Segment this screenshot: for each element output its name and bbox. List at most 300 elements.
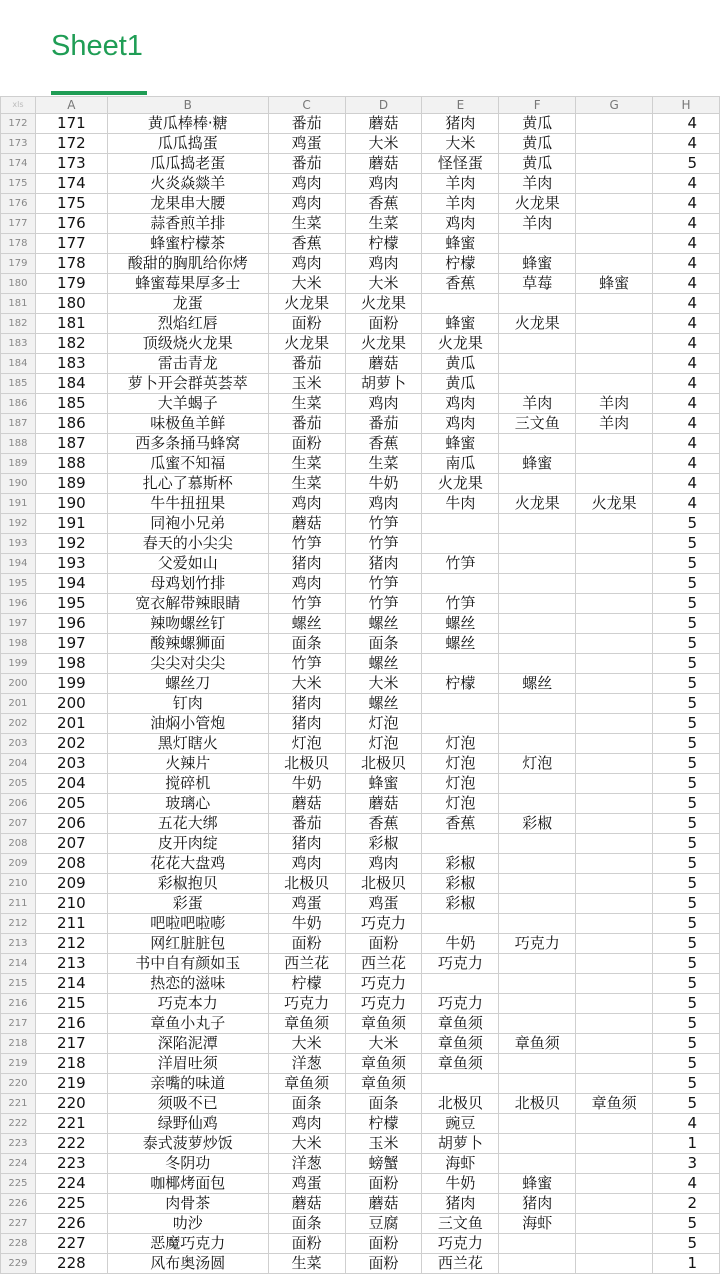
cell-a[interactable]: 196 xyxy=(35,614,107,634)
row-number[interactable]: 178 xyxy=(1,234,36,254)
cell-b[interactable]: 钉肉 xyxy=(107,694,268,714)
cell-e[interactable]: 海虾 xyxy=(422,1154,499,1174)
cell-a[interactable]: 197 xyxy=(35,634,107,654)
cell-e[interactable]: 彩椒 xyxy=(422,874,499,894)
cell-a[interactable]: 182 xyxy=(35,334,107,354)
cell-h[interactable]: 5 xyxy=(653,994,720,1014)
cell-a[interactable]: 185 xyxy=(35,394,107,414)
cell-a[interactable]: 186 xyxy=(35,414,107,434)
cell-d[interactable]: 蜂蜜 xyxy=(345,774,422,794)
cell-b[interactable]: 叻沙 xyxy=(107,1214,268,1234)
cell-h[interactable]: 5 xyxy=(653,754,720,774)
cell-h[interactable]: 4 xyxy=(653,1114,720,1134)
cell-e[interactable]: 牛奶 xyxy=(422,934,499,954)
cell-c[interactable]: 猪肉 xyxy=(268,554,345,574)
cell-a[interactable]: 178 xyxy=(35,254,107,274)
cell-b[interactable]: 宽衣解带辣眼睛 xyxy=(107,594,268,614)
cell-a[interactable]: 176 xyxy=(35,214,107,234)
cell-h[interactable]: 4 xyxy=(653,234,720,254)
cell-b[interactable]: 肉骨茶 xyxy=(107,1194,268,1214)
cell-h[interactable]: 5 xyxy=(653,874,720,894)
cell-d[interactable]: 面粉 xyxy=(345,934,422,954)
cell-b[interactable]: 龙果串大腰 xyxy=(107,194,268,214)
cell-e[interactable]: 竹笋 xyxy=(422,594,499,614)
sheet-tab[interactable]: Sheet1 xyxy=(51,30,143,62)
cell-g[interactable] xyxy=(576,874,653,894)
cell-g[interactable] xyxy=(576,754,653,774)
cell-g[interactable] xyxy=(576,854,653,874)
cell-b[interactable]: 火炎焱燚羊 xyxy=(107,174,268,194)
cell-b[interactable]: 绿野仙鸡 xyxy=(107,1114,268,1134)
cell-f[interactable]: 黄瓜 xyxy=(499,114,576,134)
cell-f[interactable] xyxy=(499,594,576,614)
cell-c[interactable]: 生菜 xyxy=(268,474,345,494)
column-header-d[interactable]: D xyxy=(345,97,422,114)
cell-a[interactable]: 205 xyxy=(35,794,107,814)
cell-e[interactable]: 三文鱼 xyxy=(422,1214,499,1234)
cell-f[interactable] xyxy=(499,374,576,394)
cell-a[interactable]: 199 xyxy=(35,674,107,694)
cell-a[interactable]: 189 xyxy=(35,474,107,494)
cell-b[interactable]: 花花大盘鸡 xyxy=(107,854,268,874)
cell-f[interactable]: 羊肉 xyxy=(499,174,576,194)
cell-d[interactable]: 鸡肉 xyxy=(345,494,422,514)
cell-c[interactable]: 猪肉 xyxy=(268,694,345,714)
column-header-g[interactable]: G xyxy=(576,97,653,114)
cell-f[interactable]: 猪肉 xyxy=(499,1194,576,1214)
cell-f[interactable] xyxy=(499,234,576,254)
cell-f[interactable] xyxy=(499,854,576,874)
cell-a[interactable]: 194 xyxy=(35,574,107,594)
cell-e[interactable]: 北极贝 xyxy=(422,1094,499,1114)
cell-c[interactable]: 火龙果 xyxy=(268,334,345,354)
cell-h[interactable]: 4 xyxy=(653,214,720,234)
cell-a[interactable]: 171 xyxy=(35,114,107,134)
cell-e[interactable]: 柠檬 xyxy=(422,674,499,694)
cell-h[interactable]: 5 xyxy=(653,1074,720,1094)
row-number[interactable]: 184 xyxy=(1,354,36,374)
cell-b[interactable]: 蒜香煎羊排 xyxy=(107,214,268,234)
cell-d[interactable]: 柠檬 xyxy=(345,1114,422,1134)
cell-c[interactable]: 蘑菇 xyxy=(268,794,345,814)
cell-d[interactable]: 鸡肉 xyxy=(345,394,422,414)
cell-g[interactable] xyxy=(576,1254,653,1274)
row-number[interactable]: 191 xyxy=(1,494,36,514)
cell-g[interactable]: 羊肉 xyxy=(576,414,653,434)
cell-e[interactable]: 柠檬 xyxy=(422,254,499,274)
cell-b[interactable]: 洋眉吐须 xyxy=(107,1054,268,1074)
cell-e[interactable] xyxy=(422,534,499,554)
cell-h[interactable]: 5 xyxy=(653,734,720,754)
cell-e[interactable]: 螺丝 xyxy=(422,614,499,634)
row-number[interactable]: 176 xyxy=(1,194,36,214)
cell-c[interactable]: 鸡肉 xyxy=(268,254,345,274)
cell-h[interactable]: 5 xyxy=(653,1214,720,1234)
cell-e[interactable]: 章鱼须 xyxy=(422,1054,499,1074)
cell-g[interactable] xyxy=(576,934,653,954)
cell-e[interactable]: 蜂蜜 xyxy=(422,314,499,334)
cell-h[interactable]: 1 xyxy=(653,1134,720,1154)
cell-c[interactable]: 玉米 xyxy=(268,374,345,394)
cell-c[interactable]: 巧克力 xyxy=(268,994,345,1014)
cell-e[interactable] xyxy=(422,574,499,594)
cell-e[interactable] xyxy=(422,1074,499,1094)
cell-e[interactable]: 猪肉 xyxy=(422,1194,499,1214)
row-number[interactable]: 201 xyxy=(1,694,36,714)
cell-b[interactable]: 蜂蜜莓果厚多士 xyxy=(107,274,268,294)
cell-h[interactable]: 5 xyxy=(653,654,720,674)
cell-e[interactable] xyxy=(422,654,499,674)
row-number[interactable]: 189 xyxy=(1,454,36,474)
cell-e[interactable]: 巧克力 xyxy=(422,954,499,974)
cell-d[interactable]: 蘑菇 xyxy=(345,114,422,134)
cell-f[interactable] xyxy=(499,694,576,714)
cell-g[interactable] xyxy=(576,234,653,254)
cell-c[interactable]: 牛奶 xyxy=(268,914,345,934)
cell-d[interactable]: 番茄 xyxy=(345,414,422,434)
cell-f[interactable]: 彩椒 xyxy=(499,814,576,834)
cell-h[interactable]: 5 xyxy=(653,794,720,814)
cell-d[interactable]: 玉米 xyxy=(345,1134,422,1154)
cell-c[interactable]: 北极贝 xyxy=(268,874,345,894)
cell-g[interactable]: 章鱼须 xyxy=(576,1094,653,1114)
cell-g[interactable] xyxy=(576,334,653,354)
cell-a[interactable]: 180 xyxy=(35,294,107,314)
cell-f[interactable] xyxy=(499,734,576,754)
cell-g[interactable] xyxy=(576,154,653,174)
cell-g[interactable] xyxy=(576,714,653,734)
cell-e[interactable]: 章鱼须 xyxy=(422,1034,499,1054)
cell-f[interactable]: 火龙果 xyxy=(499,494,576,514)
cell-c[interactable]: 番茄 xyxy=(268,814,345,834)
cell-a[interactable]: 173 xyxy=(35,154,107,174)
cell-h[interactable]: 5 xyxy=(653,614,720,634)
cell-e[interactable]: 羊肉 xyxy=(422,174,499,194)
cell-f[interactable]: 巧克力 xyxy=(499,934,576,954)
cell-b[interactable]: 蜂蜜柠檬茶 xyxy=(107,234,268,254)
row-number[interactable]: 215 xyxy=(1,974,36,994)
cell-d[interactable]: 北极贝 xyxy=(345,874,422,894)
cell-e[interactable] xyxy=(422,694,499,714)
row-number[interactable]: 180 xyxy=(1,274,36,294)
row-number[interactable]: 183 xyxy=(1,334,36,354)
cell-d[interactable]: 面粉 xyxy=(345,314,422,334)
cell-h[interactable]: 5 xyxy=(653,934,720,954)
cell-e[interactable]: 大米 xyxy=(422,134,499,154)
row-number[interactable]: 202 xyxy=(1,714,36,734)
row-number[interactable]: 213 xyxy=(1,934,36,954)
cell-d[interactable]: 章鱼须 xyxy=(345,1074,422,1094)
cell-g[interactable] xyxy=(576,814,653,834)
cell-c[interactable]: 面条 xyxy=(268,634,345,654)
cell-c[interactable]: 面粉 xyxy=(268,434,345,454)
cell-e[interactable]: 灯泡 xyxy=(422,794,499,814)
cell-a[interactable]: 220 xyxy=(35,1094,107,1114)
cell-d[interactable]: 大米 xyxy=(345,674,422,694)
cell-e[interactable]: 羊肉 xyxy=(422,194,499,214)
cell-a[interactable]: 227 xyxy=(35,1234,107,1254)
row-number[interactable]: 175 xyxy=(1,174,36,194)
cell-f[interactable] xyxy=(499,634,576,654)
cell-h[interactable]: 5 xyxy=(653,574,720,594)
cell-g[interactable] xyxy=(576,434,653,454)
cell-b[interactable]: 雷击青龙 xyxy=(107,354,268,374)
cell-a[interactable]: 172 xyxy=(35,134,107,154)
cell-g[interactable]: 火龙果 xyxy=(576,494,653,514)
cell-c[interactable]: 面粉 xyxy=(268,1234,345,1254)
row-number[interactable]: 222 xyxy=(1,1114,36,1134)
cell-g[interactable] xyxy=(576,1234,653,1254)
cell-b[interactable]: 味极鱼羊鲜 xyxy=(107,414,268,434)
cell-h[interactable]: 4 xyxy=(653,294,720,314)
cell-f[interactable] xyxy=(499,514,576,534)
cell-h[interactable]: 4 xyxy=(653,274,720,294)
cell-f[interactable] xyxy=(499,1154,576,1174)
cell-g[interactable] xyxy=(576,1074,653,1094)
row-number[interactable]: 217 xyxy=(1,1014,36,1034)
column-header-e[interactable]: E xyxy=(422,97,499,114)
cell-e[interactable]: 巧克力 xyxy=(422,994,499,1014)
cell-b[interactable]: 螺丝刀 xyxy=(107,674,268,694)
cell-e[interactable] xyxy=(422,834,499,854)
row-number[interactable]: 187 xyxy=(1,414,36,434)
row-number[interactable]: 207 xyxy=(1,814,36,834)
cell-f[interactable] xyxy=(499,334,576,354)
row-number[interactable]: 225 xyxy=(1,1174,36,1194)
cell-b[interactable]: 瓜蜜不知福 xyxy=(107,454,268,474)
cell-c[interactable]: 洋葱 xyxy=(268,1154,345,1174)
cell-b[interactable]: 油焖小管炮 xyxy=(107,714,268,734)
column-header-b[interactable]: B xyxy=(107,97,268,114)
cell-f[interactable]: 三文鱼 xyxy=(499,414,576,434)
cell-a[interactable]: 219 xyxy=(35,1074,107,1094)
row-number[interactable]: 192 xyxy=(1,514,36,534)
cell-d[interactable]: 香蕉 xyxy=(345,434,422,454)
cell-g[interactable] xyxy=(576,1154,653,1174)
cell-h[interactable]: 5 xyxy=(653,554,720,574)
cell-g[interactable] xyxy=(576,554,653,574)
cell-h[interactable]: 4 xyxy=(653,414,720,434)
cell-f[interactable] xyxy=(499,534,576,554)
row-number[interactable]: 185 xyxy=(1,374,36,394)
cell-g[interactable] xyxy=(576,574,653,594)
cell-f[interactable]: 北极贝 xyxy=(499,1094,576,1114)
cell-h[interactable]: 5 xyxy=(653,814,720,834)
cell-e[interactable]: 灯泡 xyxy=(422,734,499,754)
cell-e[interactable]: 火龙果 xyxy=(422,474,499,494)
cell-d[interactable]: 面条 xyxy=(345,1094,422,1114)
cell-d[interactable]: 生菜 xyxy=(345,214,422,234)
cell-b[interactable]: 烈焰红唇 xyxy=(107,314,268,334)
column-header-f[interactable]: F xyxy=(499,97,576,114)
cell-a[interactable]: 217 xyxy=(35,1034,107,1054)
cell-a[interactable]: 200 xyxy=(35,694,107,714)
cell-d[interactable]: 鸡肉 xyxy=(345,854,422,874)
cell-b[interactable]: 父爱如山 xyxy=(107,554,268,574)
cell-e[interactable]: 巧克力 xyxy=(422,1234,499,1254)
cell-a[interactable]: 179 xyxy=(35,274,107,294)
cell-h[interactable]: 5 xyxy=(653,1054,720,1074)
row-number[interactable]: 205 xyxy=(1,774,36,794)
cell-e[interactable]: 豌豆 xyxy=(422,1114,499,1134)
cell-d[interactable]: 鸡肉 xyxy=(345,174,422,194)
cell-b[interactable]: 尖尖对尖尖 xyxy=(107,654,268,674)
cell-h[interactable]: 4 xyxy=(653,454,720,474)
cell-f[interactable] xyxy=(499,654,576,674)
cell-h[interactable]: 4 xyxy=(653,434,720,454)
cell-e[interactable]: 怪怪蛋 xyxy=(422,154,499,174)
column-header-a[interactable]: A xyxy=(35,97,107,114)
cell-f[interactable]: 蜂蜜 xyxy=(499,1174,576,1194)
cell-h[interactable]: 4 xyxy=(653,494,720,514)
cell-e[interactable] xyxy=(422,514,499,534)
cell-e[interactable]: 灯泡 xyxy=(422,774,499,794)
cell-a[interactable]: 209 xyxy=(35,874,107,894)
cell-d[interactable]: 灯泡 xyxy=(345,714,422,734)
cell-f[interactable]: 章鱼须 xyxy=(499,1034,576,1054)
cell-b[interactable]: 巧克本力 xyxy=(107,994,268,1014)
cell-h[interactable]: 4 xyxy=(653,134,720,154)
corner-cell[interactable]: xls xyxy=(1,97,36,114)
cell-b[interactable]: 风布奥汤圆 xyxy=(107,1254,268,1274)
cell-a[interactable]: 207 xyxy=(35,834,107,854)
cell-f[interactable]: 黄瓜 xyxy=(499,154,576,174)
cell-d[interactable]: 巧克力 xyxy=(345,914,422,934)
cell-e[interactable]: 火龙果 xyxy=(422,334,499,354)
cell-g[interactable] xyxy=(576,354,653,374)
cell-d[interactable]: 大米 xyxy=(345,134,422,154)
cell-h[interactable]: 5 xyxy=(653,774,720,794)
cell-d[interactable]: 大米 xyxy=(345,274,422,294)
cell-c[interactable]: 竹笋 xyxy=(268,594,345,614)
cell-e[interactable]: 彩椒 xyxy=(422,894,499,914)
row-number[interactable]: 221 xyxy=(1,1094,36,1114)
cell-a[interactable]: 225 xyxy=(35,1194,107,1214)
row-number[interactable]: 181 xyxy=(1,294,36,314)
cell-d[interactable]: 螃蟹 xyxy=(345,1154,422,1174)
cell-g[interactable] xyxy=(576,534,653,554)
cell-a[interactable]: 177 xyxy=(35,234,107,254)
cell-h[interactable]: 2 xyxy=(653,1194,720,1214)
cell-c[interactable]: 牛奶 xyxy=(268,774,345,794)
cell-a[interactable]: 212 xyxy=(35,934,107,954)
cell-h[interactable]: 5 xyxy=(653,634,720,654)
cell-g[interactable] xyxy=(576,474,653,494)
cell-f[interactable]: 螺丝 xyxy=(499,674,576,694)
cell-g[interactable] xyxy=(576,594,653,614)
cell-g[interactable] xyxy=(576,634,653,654)
cell-d[interactable]: 巧克力 xyxy=(345,994,422,1014)
cell-f[interactable]: 火龙果 xyxy=(499,194,576,214)
cell-a[interactable]: 192 xyxy=(35,534,107,554)
cell-e[interactable]: 香蕉 xyxy=(422,814,499,834)
cell-e[interactable]: 章鱼须 xyxy=(422,1014,499,1034)
cell-e[interactable]: 灯泡 xyxy=(422,754,499,774)
cell-h[interactable]: 5 xyxy=(653,854,720,874)
cell-a[interactable]: 226 xyxy=(35,1214,107,1234)
cell-c[interactable]: 鸡肉 xyxy=(268,574,345,594)
cell-h[interactable]: 4 xyxy=(653,334,720,354)
row-number[interactable]: 223 xyxy=(1,1134,36,1154)
cell-h[interactable]: 5 xyxy=(653,1014,720,1034)
cell-c[interactable]: 鸡蛋 xyxy=(268,134,345,154)
cell-h[interactable]: 5 xyxy=(653,954,720,974)
cell-c[interactable]: 生菜 xyxy=(268,454,345,474)
cell-f[interactable] xyxy=(499,1014,576,1034)
cell-b[interactable]: 五花大绑 xyxy=(107,814,268,834)
cell-c[interactable]: 章鱼须 xyxy=(268,1074,345,1094)
cell-c[interactable]: 面粉 xyxy=(268,314,345,334)
row-number[interactable]: 206 xyxy=(1,794,36,814)
cell-f[interactable] xyxy=(499,994,576,1014)
cell-b[interactable]: 牛牛扭扭果 xyxy=(107,494,268,514)
cell-b[interactable]: 大羊蝎子 xyxy=(107,394,268,414)
cell-g[interactable] xyxy=(576,614,653,634)
row-number[interactable]: 174 xyxy=(1,154,36,174)
row-number[interactable]: 226 xyxy=(1,1194,36,1214)
cell-g[interactable] xyxy=(576,514,653,534)
cell-g[interactable] xyxy=(576,1034,653,1054)
cell-b[interactable]: 冬阴功 xyxy=(107,1154,268,1174)
cell-h[interactable]: 5 xyxy=(653,834,720,854)
cell-f[interactable] xyxy=(499,1234,576,1254)
row-number[interactable]: 208 xyxy=(1,834,36,854)
cell-d[interactable]: 柠檬 xyxy=(345,234,422,254)
cell-a[interactable]: 181 xyxy=(35,314,107,334)
cell-c[interactable]: 猪肉 xyxy=(268,714,345,734)
row-number[interactable]: 212 xyxy=(1,914,36,934)
cell-d[interactable]: 面粉 xyxy=(345,1234,422,1254)
cell-h[interactable]: 5 xyxy=(653,1234,720,1254)
cell-f[interactable] xyxy=(499,554,576,574)
cell-h[interactable]: 5 xyxy=(653,1094,720,1114)
cell-e[interactable]: 竹笋 xyxy=(422,554,499,574)
cell-g[interactable] xyxy=(576,954,653,974)
cell-f[interactable] xyxy=(499,794,576,814)
row-number[interactable]: 179 xyxy=(1,254,36,274)
cell-d[interactable]: 章鱼须 xyxy=(345,1054,422,1074)
cell-g[interactable] xyxy=(576,314,653,334)
cell-g[interactable] xyxy=(576,214,653,234)
cell-a[interactable]: 206 xyxy=(35,814,107,834)
cell-h[interactable]: 3 xyxy=(653,1154,720,1174)
cell-e[interactable] xyxy=(422,294,499,314)
cell-d[interactable]: 面粉 xyxy=(345,1254,422,1274)
cell-b[interactable]: 彩蛋 xyxy=(107,894,268,914)
cell-d[interactable]: 鸡肉 xyxy=(345,254,422,274)
cell-f[interactable] xyxy=(499,354,576,374)
cell-c[interactable]: 洋葱 xyxy=(268,1054,345,1074)
cell-h[interactable]: 5 xyxy=(653,694,720,714)
cell-f[interactable]: 草莓 xyxy=(499,274,576,294)
row-number[interactable]: 172 xyxy=(1,114,36,134)
cell-b[interactable]: 瓜瓜捣老蛋 xyxy=(107,154,268,174)
cell-f[interactable] xyxy=(499,834,576,854)
cell-d[interactable]: 面粉 xyxy=(345,1174,422,1194)
cell-b[interactable]: 玻璃心 xyxy=(107,794,268,814)
cell-g[interactable] xyxy=(576,654,653,674)
cell-f[interactable] xyxy=(499,874,576,894)
cell-c[interactable]: 蘑菇 xyxy=(268,514,345,534)
cell-c[interactable]: 竹笋 xyxy=(268,534,345,554)
cell-b[interactable]: 春天的小尖尖 xyxy=(107,534,268,554)
cell-c[interactable]: 鸡肉 xyxy=(268,194,345,214)
cell-d[interactable]: 彩椒 xyxy=(345,834,422,854)
cell-d[interactable]: 香蕉 xyxy=(345,814,422,834)
cell-f[interactable] xyxy=(499,1074,576,1094)
cell-c[interactable]: 大米 xyxy=(268,1034,345,1054)
cell-c[interactable]: 灯泡 xyxy=(268,734,345,754)
